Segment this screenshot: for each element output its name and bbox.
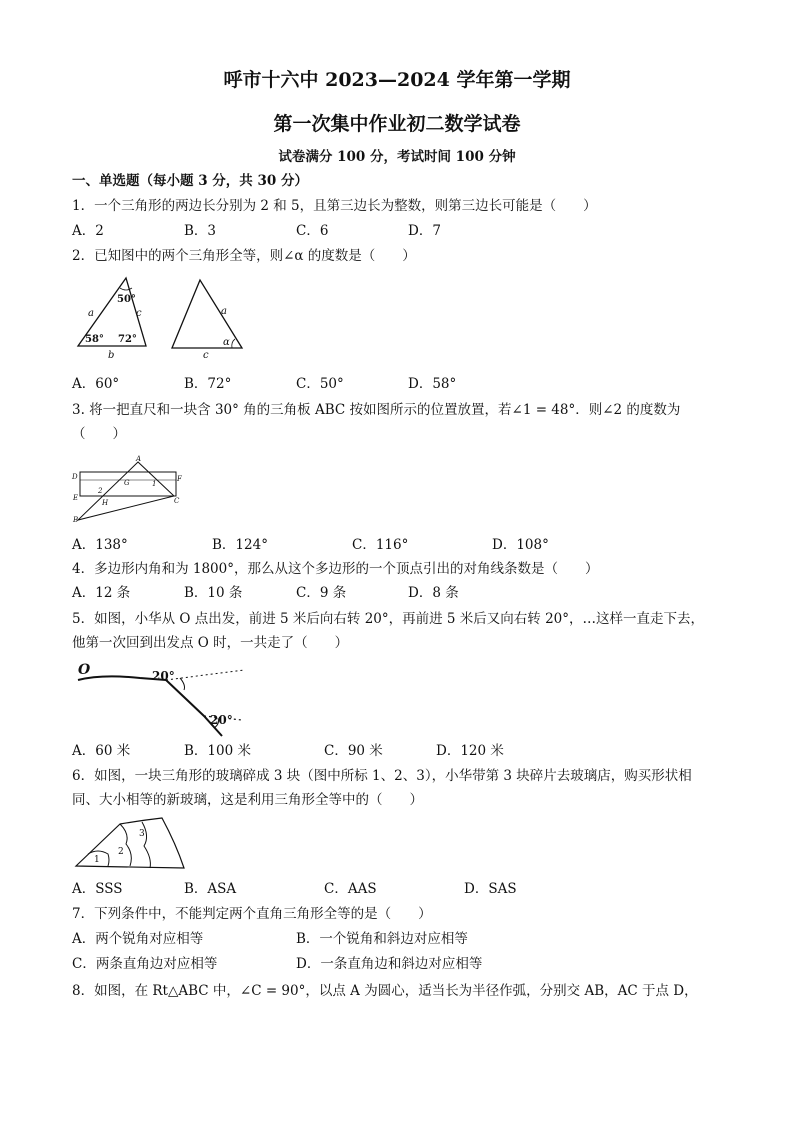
- option-b[interactable]: B．3: [184, 223, 217, 239]
- label-g: G: [124, 479, 130, 487]
- option-c[interactable]: C．6: [296, 223, 329, 239]
- t1-side-b: b: [108, 350, 115, 361]
- option-d[interactable]: D．120 米: [436, 743, 504, 759]
- section-heading: 一、单选题（每小题 3 分，共 30 分）: [72, 173, 308, 189]
- option-a[interactable]: A．12 条: [72, 585, 131, 601]
- piece-2-label: 2: [118, 847, 124, 857]
- option-d[interactable]: D．108°: [492, 537, 549, 553]
- question-2-figure: [70, 272, 250, 362]
- question-3-stem-line2: （ ）: [72, 426, 126, 442]
- point-o: O: [78, 662, 91, 678]
- option-a[interactable]: A．SSS: [72, 881, 123, 897]
- label-a: A: [136, 455, 142, 463]
- question-4-stem: 4．多边形内角和为 1800°，那么从这个多边形的一个顶点引出的对角线条数是（ ）: [72, 561, 599, 577]
- question-8-stem: 8．如图，在 Rt△ABC 中，∠C = 90°，以点 A 为圆心，适当长为半径作弧，分别交 AB，AC 于点 D，: [72, 983, 698, 999]
- option-b[interactable]: B．10 条: [184, 585, 243, 601]
- option-c[interactable]: C．116°: [352, 537, 409, 553]
- question-6-stem-line1: 6．如图，一块三角形的玻璃碎成 3 块（图中所标 1、2、3），小华带第 3 块碎片去玻璃店，购买形状相: [72, 768, 692, 784]
- t1-side-a: a: [88, 308, 94, 319]
- angle-2: 2: [98, 487, 103, 495]
- option-a[interactable]: A．60 米: [72, 743, 131, 759]
- glass-triangle: [76, 818, 184, 868]
- t1-side-c: c: [136, 308, 142, 319]
- label-b: B: [73, 516, 79, 524]
- option-b[interactable]: B．ASA: [184, 881, 237, 897]
- option-c[interactable]: C．90 米: [324, 743, 383, 759]
- question-2-stem: 2．已知图中的两个三角形全等，则∠α 的度数是（ ）: [72, 248, 416, 264]
- piece-3-label: 3: [139, 829, 145, 839]
- option-d[interactable]: D．8 条: [408, 585, 459, 601]
- option-a[interactable]: A．2: [72, 223, 104, 239]
- label-d: D: [72, 473, 78, 481]
- option-d[interactable]: D．7: [408, 223, 441, 239]
- option-d[interactable]: D．一条直角边和斜边对应相等: [296, 956, 483, 972]
- option-b[interactable]: B．124°: [212, 537, 268, 553]
- angle-label-1: 20°: [152, 669, 175, 683]
- angle-1: 1: [152, 480, 157, 488]
- option-b[interactable]: B．72°: [184, 376, 232, 392]
- option-c[interactable]: C．50°: [296, 376, 344, 392]
- question-3-stem-line1: 3. 将一把直尺和一块含 30° 角的三角板 ABC 按如图所示的位置放置，若∠1 = 48°．则∠2 的度数为: [72, 402, 681, 418]
- t2-side-a: a: [221, 306, 227, 317]
- option-a[interactable]: A．60°: [72, 376, 120, 392]
- option-d[interactable]: D．58°: [408, 376, 457, 392]
- option-c[interactable]: C．两条直角边对应相等: [72, 956, 218, 972]
- question-5-stem-line1: 5．如图，小华从 O 点出发，前进 5 米后向右转 20°，再前进 5 米后又向右转 20°，…这样一直走下去，: [72, 611, 705, 627]
- option-c[interactable]: C．9 条: [296, 585, 347, 601]
- label-c: C: [174, 497, 180, 505]
- t1-angle-bl: 58°: [85, 334, 104, 345]
- question-5-stem-line2: 他第一次回到出发点 O 时，一共走了（ ）: [72, 635, 349, 651]
- set-square: [78, 462, 174, 520]
- t2-angle-alpha: α: [223, 337, 230, 348]
- option-d[interactable]: D．SAS: [464, 881, 517, 897]
- label-h: H: [102, 499, 109, 507]
- piece-1-label: 1: [94, 855, 100, 865]
- option-b[interactable]: B．一个锐角和斜边对应相等: [296, 931, 468, 947]
- t2-side-c: c: [203, 350, 209, 361]
- question-1-stem: 1．一个三角形的两边长分别为 2 和 5，且第三边长为整数，则第三边长可能是（ ）: [72, 198, 597, 214]
- option-a[interactable]: A．两个锐角对应相等: [72, 931, 204, 947]
- triangle-2: [172, 280, 242, 348]
- label-e: E: [73, 494, 79, 502]
- question-6-figure: [72, 814, 192, 872]
- question-3-figure: [70, 452, 190, 524]
- walk-path: [78, 676, 222, 736]
- exam-subtitle: 试卷满分 100 分，考试时间 100 分钟: [278, 149, 516, 165]
- question-6-stem-line2: 同、大小相等的新玻璃，这是利用三角形全等中的（ ）: [72, 792, 423, 808]
- exam-title-line2: 第一次集中作业初二数学试卷: [273, 113, 521, 135]
- option-a[interactable]: A．138°: [72, 537, 128, 553]
- exam-title-line1: 呼市十六中 2023—2024 学年第一学期: [223, 69, 571, 91]
- option-c[interactable]: C．AAS: [324, 881, 377, 897]
- label-f: F: [177, 475, 182, 483]
- angle-label-2: 20°: [210, 713, 233, 727]
- t1-angle-top: 50°: [117, 294, 136, 305]
- option-b[interactable]: B．100 米: [184, 743, 251, 759]
- question-7-stem: 7．下列条件中，不能判定两个直角三角形全等的是（ ）: [72, 906, 432, 922]
- question-5-figure: [72, 658, 252, 742]
- t1-angle-br: 72°: [118, 334, 137, 345]
